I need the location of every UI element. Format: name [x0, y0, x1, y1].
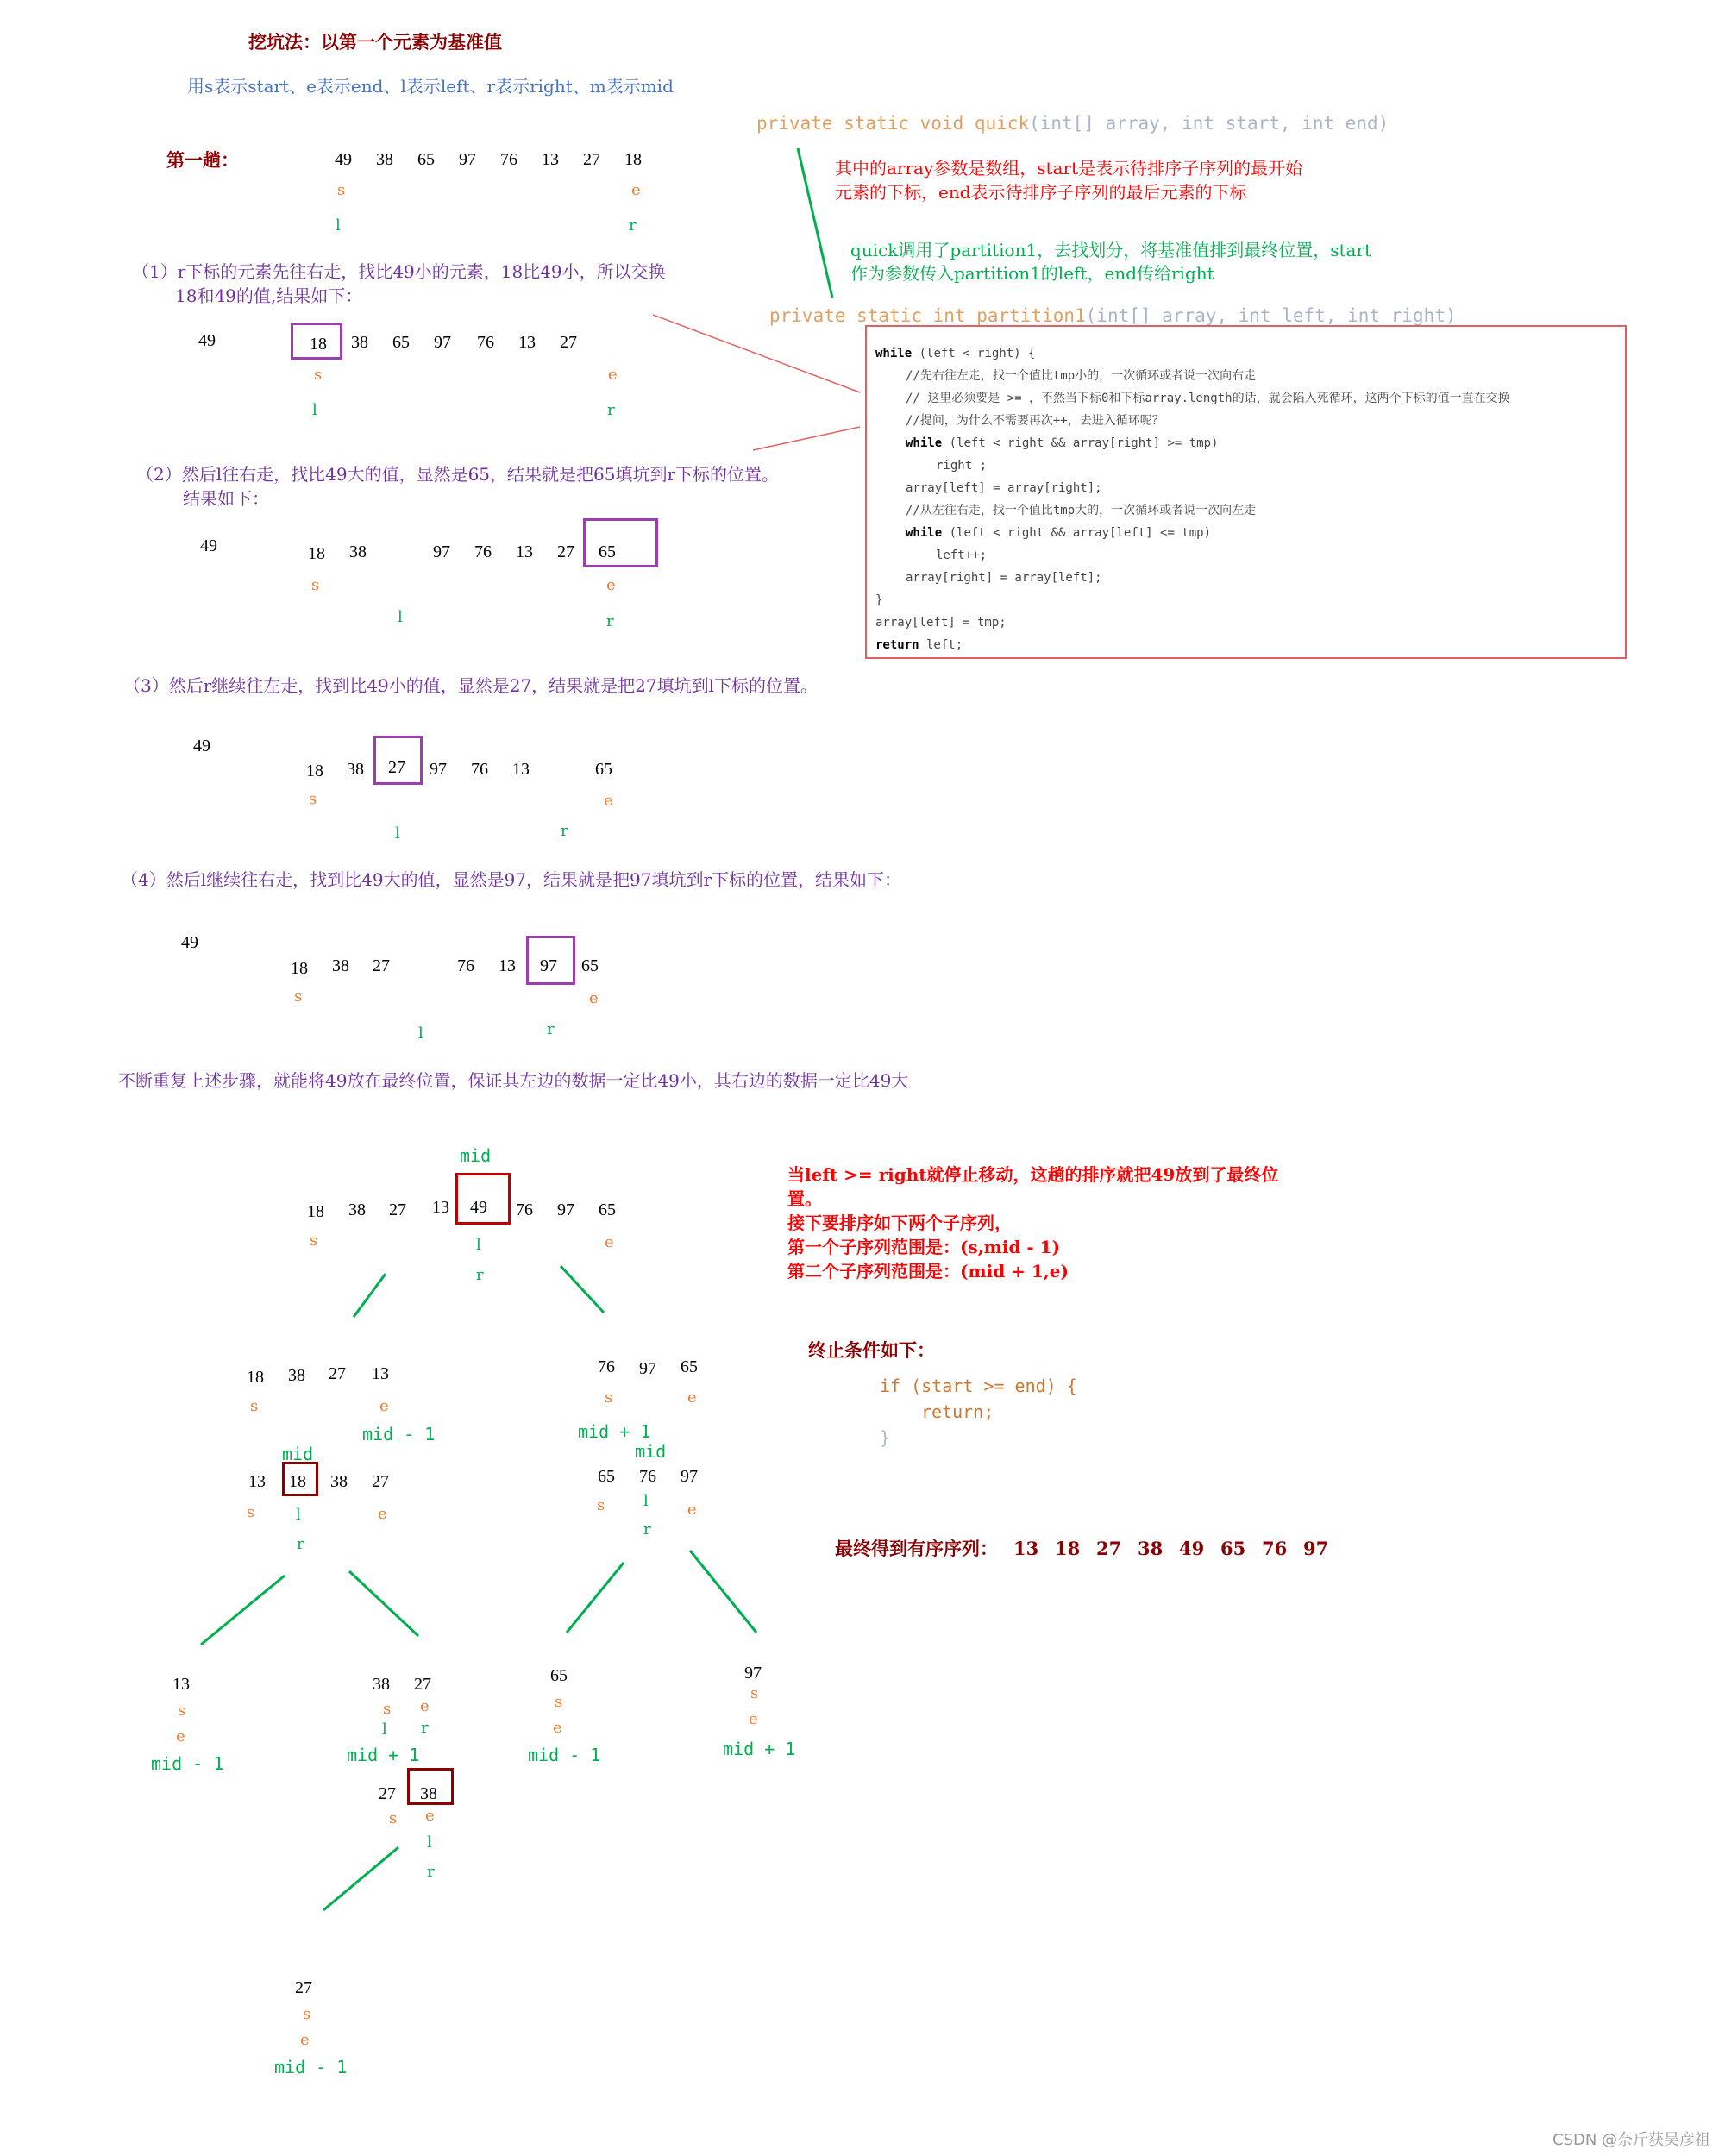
- step2-to-code-line: [753, 427, 860, 450]
- pointer-s: s: [383, 1700, 392, 1718]
- array-value: 27: [560, 333, 577, 352]
- pointer-s: s: [247, 1503, 255, 1521]
- termination-code: return;: [921, 1401, 994, 1422]
- pointer-r: r: [607, 401, 615, 419]
- pointer-l: l: [427, 1833, 432, 1852]
- stop-note-line: 第一个子序列范围是：(s,mid - 1): [787, 1237, 1061, 1257]
- code-comment: // 这里必须要是 >= ，不然当下标0和下标array.length的话，就会陷入死循环，这两个下标的值一直在交换: [906, 392, 1510, 405]
- mid-label: mid: [460, 1145, 492, 1166]
- watermark: CSDN @奈斤获吴彦祖: [1552, 2131, 1711, 2149]
- termination-label: 终止条件如下：: [808, 1339, 935, 1361]
- tree-edge: [349, 1571, 418, 1636]
- page-title: 挖坑法：以第一个元素为基准值: [248, 31, 502, 53]
- tree-edge: [201, 1576, 285, 1645]
- array-value: 27: [414, 1675, 431, 1694]
- partition-sig-name: partition1: [976, 305, 1086, 326]
- array-value: 38: [330, 1472, 348, 1491]
- pointer-s: s: [311, 576, 320, 594]
- array-value: 76: [471, 760, 488, 779]
- pointer-e: e: [420, 1697, 430, 1715]
- pointer-e: e: [589, 989, 599, 1007]
- array-value: 97: [430, 760, 447, 779]
- array-value: 49: [470, 1198, 487, 1217]
- termination-code: if (start >= end) {: [880, 1376, 1077, 1396]
- array-value: 38: [348, 1200, 366, 1219]
- array-value: 27: [379, 1784, 396, 1803]
- pointer-l: l: [296, 1506, 301, 1524]
- step1-to-code-line: [653, 315, 860, 392]
- array-value: 18: [624, 150, 642, 169]
- array-value: 65: [598, 1467, 615, 1486]
- code-line: array[left] = tmp;: [875, 616, 1007, 630]
- array-value: 97: [744, 1664, 762, 1683]
- code-line: while (left < right && array[right] >= tmp): [906, 436, 1219, 450]
- pointer-e: e: [608, 366, 618, 384]
- partition-sig-keywords: private static int: [769, 305, 977, 326]
- tree-edge: [690, 1551, 756, 1633]
- array-value: 27: [583, 150, 600, 169]
- array-value: 97: [434, 333, 451, 352]
- pivot-value: 49: [181, 933, 198, 952]
- pointer-s: s: [310, 1232, 318, 1250]
- mid-minus-label: mid - 1: [274, 2057, 348, 2078]
- quick-sig-keywords: private static void: [756, 113, 975, 134]
- pointer-r: r: [629, 216, 637, 235]
- array-value: 27: [389, 1200, 406, 1219]
- pointer-r: r: [421, 1719, 429, 1737]
- pointer-e: e: [749, 1710, 758, 1728]
- pointer-s: s: [555, 1693, 563, 1711]
- array-value: 65: [417, 150, 435, 169]
- step1-text: （1）r下标的元素先往右走，找比49小的元素，18比49小，所以交换: [132, 261, 666, 282]
- stop-note-line: 当left >= right就停止移动，这趟的排序就把49放到了最终位: [787, 1164, 1279, 1185]
- partition-signature: [769, 307, 1457, 325]
- stop-note-line: 第二个子序列范围是：(mid + 1,e): [787, 1261, 1069, 1282]
- final-value: 13: [1013, 1538, 1039, 1559]
- array-value: 76: [500, 150, 518, 169]
- pointer-s: s: [597, 1496, 605, 1514]
- partition-code-box: [865, 325, 1627, 659]
- code-line: while (left < right) {: [875, 347, 1036, 360]
- array-value: 38: [420, 1784, 437, 1803]
- array-value: 27: [373, 956, 390, 975]
- pointer-e: e: [378, 1505, 387, 1523]
- pointer-r: r: [547, 1020, 555, 1038]
- pointer-s: s: [605, 1388, 613, 1407]
- array-value: 13: [372, 1364, 389, 1383]
- array-value: 38: [332, 956, 349, 975]
- array-value: 13: [499, 956, 516, 975]
- array-value: 49: [335, 150, 352, 169]
- final-value: 38: [1138, 1538, 1164, 1559]
- code-line: while (left < right && array[left] <= tmp): [906, 526, 1212, 540]
- code-line: }: [875, 593, 883, 607]
- quick-note-line: 元素的下标，end表示待排序子序列的最后元素的下标: [835, 182, 1247, 203]
- step4-text: （4）然后l继续往右走，找到比49大的值，显然是97，结果就是把97填坑到r下标的位置，结果如下：: [121, 869, 902, 890]
- pointer-r: r: [476, 1266, 484, 1284]
- stop-note-line: 接下要排序如下两个子序列，: [787, 1213, 1012, 1233]
- final-value: 65: [1220, 1538, 1246, 1559]
- mid-minus-label: mid - 1: [362, 1424, 436, 1445]
- code-comment: //先右往左走，找一个值比tmp小的，一次循环或者说一次向右走: [906, 369, 1257, 383]
- array-value: 13: [518, 333, 536, 352]
- array-value: 18: [247, 1368, 264, 1387]
- pointer-l: l: [312, 401, 317, 419]
- pointer-e: e: [300, 2031, 310, 2049]
- pointer-r: r: [561, 822, 568, 840]
- tree-edge: [561, 1266, 604, 1313]
- pointer-s: s: [294, 987, 303, 1006]
- array-value: 97: [459, 150, 476, 169]
- pointer-s: s: [314, 366, 323, 384]
- quick-sig-params: (int[] array, int start, int end): [1029, 113, 1389, 134]
- pointer-s: s: [309, 790, 317, 808]
- array-value: 38: [347, 760, 364, 779]
- quick-to-partition-line: [798, 148, 832, 298]
- final-value: 18: [1055, 1538, 1081, 1559]
- partition-note-line: quick调用了partition1，去找划分，将基准值排到最终位置，start: [850, 240, 1372, 260]
- array-value: 18: [289, 1472, 306, 1491]
- mid-label: mid: [282, 1444, 314, 1464]
- stop-note-line: 置。: [787, 1188, 822, 1209]
- array-value: 65: [681, 1357, 698, 1376]
- termination-code: }: [880, 1427, 891, 1448]
- array-value: 76: [477, 333, 494, 352]
- pointer-e: e: [425, 1807, 435, 1825]
- partition-sig-params: (int[] array, int left, int right): [1085, 305, 1457, 326]
- pivot-value: 49: [200, 536, 217, 555]
- array-value: 76: [457, 956, 474, 975]
- array-value: 65: [581, 956, 599, 975]
- final-value: 27: [1096, 1538, 1122, 1559]
- step3-text: （3）然后r继续往左走，找到比49小的值，显然是27，结果就是把27填坑到l下标的位置。: [123, 675, 819, 696]
- array-value: 18: [310, 335, 327, 354]
- partition-note-line: 作为参数传入partition1的left，end传给right: [850, 263, 1214, 284]
- array-value: 27: [372, 1472, 389, 1491]
- step1-text: 18和49的值,结果如下：: [175, 285, 363, 306]
- quick-note-line: 其中的array参数是数组，start是表示待排序子序列的最开始: [835, 158, 1303, 179]
- array-value: 97: [540, 956, 557, 975]
- array-value: 38: [288, 1366, 305, 1385]
- pointer-s: s: [250, 1397, 259, 1415]
- quick-signature: [756, 115, 1389, 133]
- pointer-legend: 用s表示start、e表示end、l表示left、r表示right、m表示mid: [187, 76, 674, 97]
- mid-minus-label: mid - 1: [151, 1753, 224, 1774]
- tree-edge: [567, 1563, 624, 1633]
- code-line: return left;: [875, 638, 963, 652]
- pivot-value: 49: [198, 331, 216, 350]
- pointer-e: e: [380, 1397, 389, 1415]
- pointer-l: l: [382, 1720, 387, 1739]
- pointer-s: s: [337, 181, 346, 199]
- array-value: 13: [512, 760, 530, 779]
- pointer-r: r: [643, 1520, 651, 1539]
- pointer-r: r: [427, 1863, 435, 1881]
- array-value: 65: [595, 760, 612, 779]
- array-value: 27: [388, 758, 405, 777]
- code-comment: //从左往右走，找一个值比tmp大的，一次循环或者说一次向左走: [906, 504, 1257, 517]
- pointer-r: r: [297, 1535, 304, 1553]
- pointer-e: e: [604, 792, 613, 810]
- pointer-s: s: [750, 1684, 759, 1702]
- array-value: 38: [349, 542, 367, 561]
- array-value: 38: [351, 333, 368, 352]
- array-value: 18: [306, 761, 323, 780]
- code-comment: //提问，为什么不需要再次++，去进入循环呢？: [906, 414, 1164, 428]
- mid-plus-label: mid + 1: [578, 1421, 651, 1442]
- pointer-e: e: [631, 181, 641, 199]
- array-value: 76: [516, 1200, 533, 1219]
- array-value: 18: [307, 1202, 324, 1221]
- tree-edge: [323, 1847, 398, 1910]
- pointer-s: s: [178, 1702, 186, 1720]
- mid-label: mid: [635, 1441, 667, 1462]
- array-value: 13: [172, 1675, 190, 1694]
- array-value: 97: [639, 1359, 656, 1378]
- pass1-label: 第一趟：: [166, 149, 239, 171]
- final-value: 49: [1179, 1538, 1205, 1559]
- pointer-e: e: [606, 576, 616, 594]
- array-value: 65: [599, 542, 616, 561]
- mid-minus-label: mid - 1: [528, 1745, 601, 1765]
- pointer-e: e: [687, 1501, 697, 1519]
- array-value: 27: [557, 542, 574, 561]
- tree-edge: [354, 1274, 386, 1317]
- code-line: right ;: [936, 459, 988, 473]
- array-value: 13: [516, 542, 533, 561]
- final-label: 最终得到有序序列：: [835, 1538, 998, 1559]
- array-value: 18: [291, 959, 308, 978]
- pointer-e: e: [553, 1719, 562, 1737]
- array-value: 76: [474, 542, 492, 561]
- pivot-value: 49: [193, 736, 210, 755]
- step2-text: 结果如下：: [183, 488, 269, 509]
- array-value: 76: [639, 1467, 656, 1486]
- array-value: 13: [248, 1472, 266, 1491]
- array-value: 97: [681, 1467, 698, 1486]
- array-value: 65: [392, 333, 410, 352]
- mid-plus-label: mid + 1: [347, 1745, 420, 1765]
- pointer-l: l: [418, 1025, 423, 1043]
- array-value: 27: [329, 1364, 346, 1383]
- repeat-note: 不断重复上述步骤，就能将49放在最终位置，保证其左边的数据一定比49小，其右边的数据一定比49大: [118, 1070, 909, 1091]
- array-value: 13: [432, 1198, 449, 1217]
- array-value: 76: [598, 1357, 615, 1376]
- quick-sig-name: quick: [974, 113, 1030, 134]
- array-value: 97: [433, 542, 450, 561]
- array-value: 38: [373, 1675, 390, 1694]
- pointer-s: s: [303, 2005, 311, 2023]
- pointer-s: s: [389, 1809, 398, 1827]
- array-value: 65: [599, 1200, 616, 1219]
- pointer-l: l: [395, 824, 400, 843]
- final-value: 97: [1303, 1538, 1329, 1559]
- final-value: 76: [1262, 1538, 1288, 1559]
- pointer-l: l: [643, 1492, 649, 1510]
- array-value: 65: [550, 1666, 568, 1685]
- code-line: left++;: [936, 548, 988, 562]
- array-value: 97: [557, 1200, 574, 1219]
- array-value: 18: [308, 544, 325, 563]
- pointer-r: r: [606, 612, 614, 630]
- array-value: 38: [376, 150, 393, 169]
- pointer-l: l: [336, 216, 341, 235]
- pointer-e: e: [687, 1388, 697, 1407]
- code-line: array[left] = array[right];: [906, 481, 1102, 495]
- step2-text: （2）然后l往右走，找比49大的值，显然是65，结果就是把65填坑到r下标的位置。: [136, 464, 780, 485]
- pointer-e: e: [605, 1233, 614, 1251]
- code-line: array[right] = array[left];: [906, 571, 1102, 585]
- array-value: 13: [542, 150, 559, 169]
- array-value: 27: [295, 1978, 312, 1997]
- mid-plus-label: mid + 1: [723, 1739, 796, 1759]
- highlight-box: [583, 518, 658, 567]
- pointer-l: l: [398, 608, 403, 626]
- pointer-l: l: [476, 1236, 481, 1254]
- pointer-e: e: [176, 1727, 185, 1745]
